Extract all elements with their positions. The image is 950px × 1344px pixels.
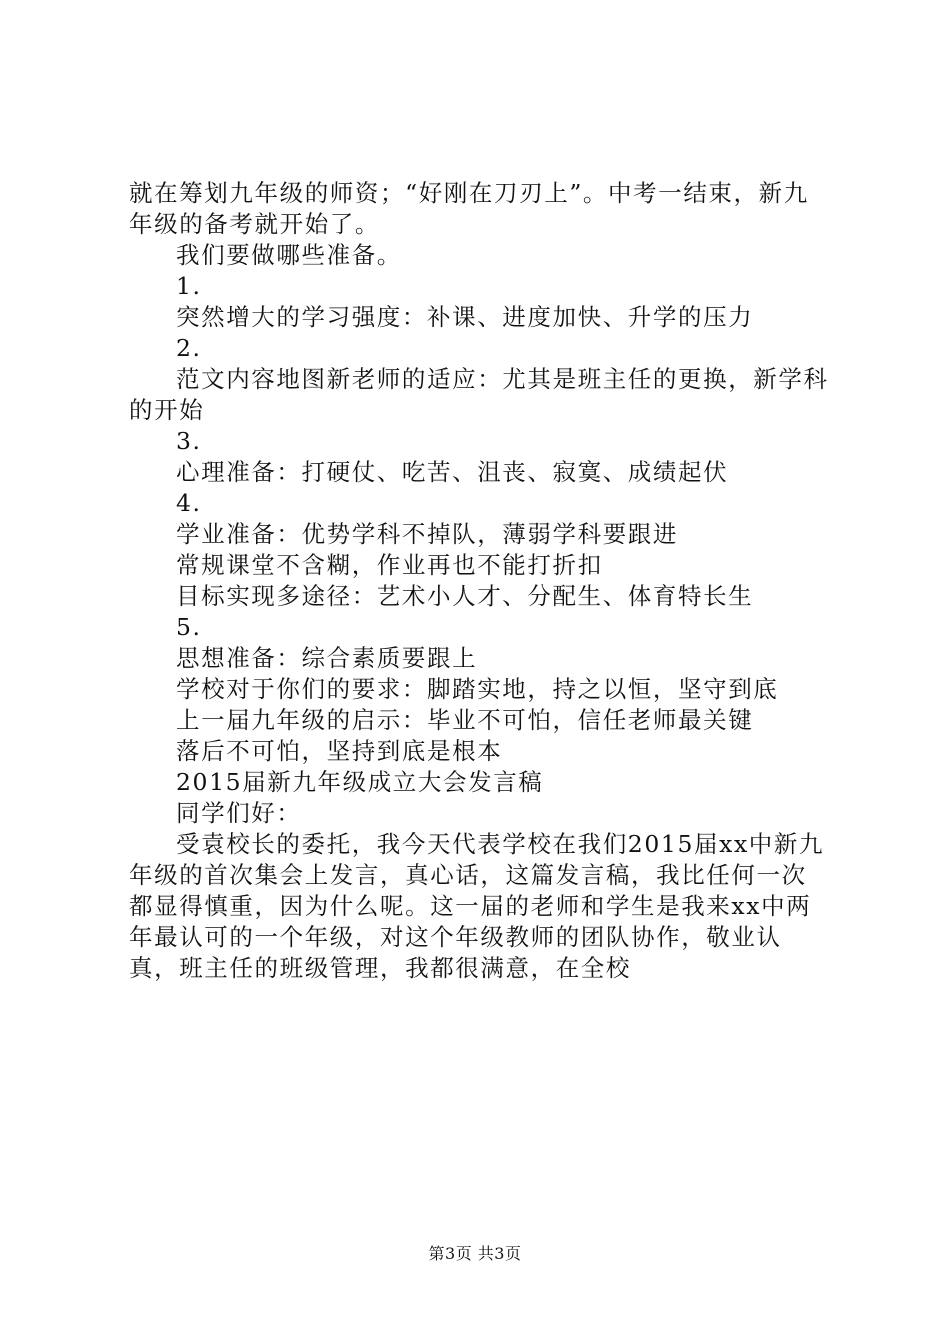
document-body: [129, 178, 831, 984]
paragraph: 常规课堂不含糊，作业再也不能打折扣: [176, 551, 603, 579]
page-number-footer: 第3页 共3页: [428, 1244, 522, 1263]
list-number: 3.: [176, 427, 202, 455]
paragraph: 突然增大的学习强度：补课、进度加快、升学的压力: [176, 303, 754, 331]
list-number: 4.: [176, 489, 202, 517]
paragraph: 受袁校长的委托，我今天代表学校在我们2015届xx中新九年级的首次集会上发言，真心话，这篇发言稿，我比任何一次都显得慎重，因为什么呢。这一届的老师和学生是我来xx中两年最认可的一个年级，对这个年级教师的团队协作，敬业认真，班主任的班级管理，我都很满意，在全校: [129, 830, 825, 982]
paragraph: 学业准备：优势学科不掉队，薄弱学科要跟进: [176, 520, 678, 548]
paragraph: 落后不可怕，坚持到底是根本: [176, 737, 503, 765]
paragraph: 心理准备：打硬仗、吃苦、沮丧、寂寞、成绩起伏: [176, 458, 729, 486]
list-number: 1.: [176, 272, 202, 300]
paragraph: 思想准备：综合素质要跟上: [176, 644, 478, 672]
list-number: 2.: [176, 334, 202, 362]
paragraph: 就在筹划九年级的师资；“好刚在刀刃上”。中考一结束，新九年级的备考就开始了。: [129, 179, 809, 238]
paragraph: 上一届九年级的启示：毕业不可怕，信任老师最关键: [176, 706, 754, 734]
paragraph: 目标实现多途径：艺术小人才、分配生、体育特长生: [176, 582, 754, 610]
paragraph: 我们要做哪些准备。: [176, 241, 402, 269]
paragraph: 学校对于你们的要求：脚踏实地，持之以恒，坚守到底: [176, 675, 779, 703]
list-number: 5.: [176, 613, 202, 641]
section-title: 2015届新九年级成立大会发言稿: [176, 768, 544, 796]
salutation: 同学们好：: [176, 799, 302, 827]
paragraph: 范文内容地图新老师的适应：尤其是班主任的更换，新学科的开始: [129, 365, 829, 424]
